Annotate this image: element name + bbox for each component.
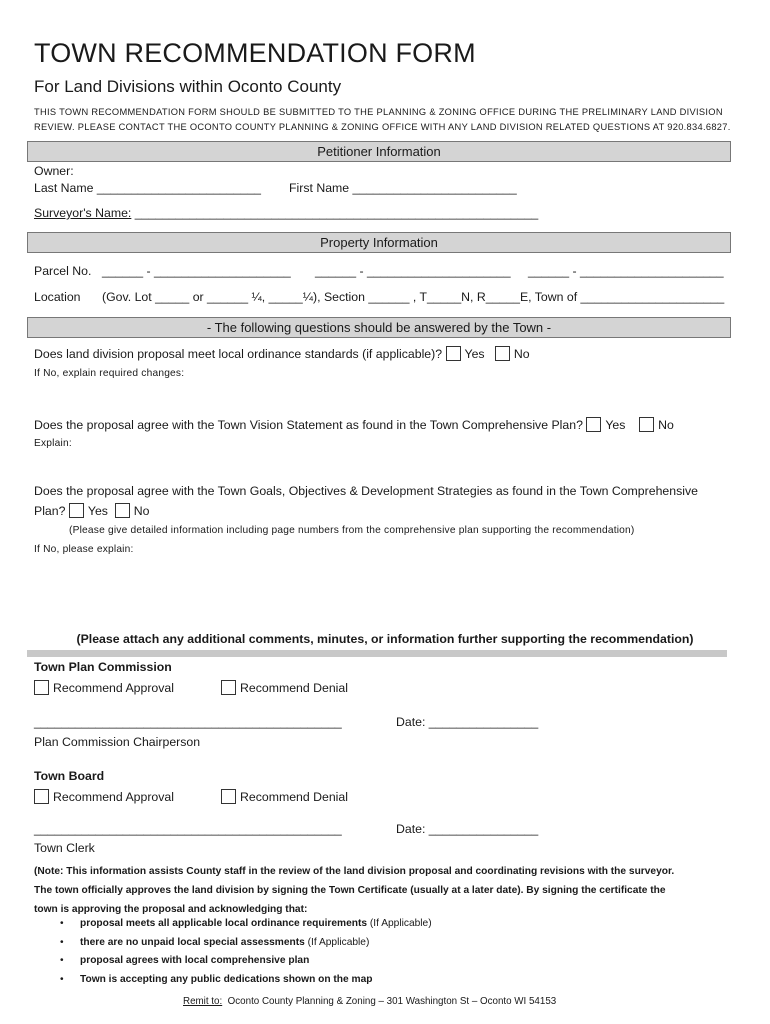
q3-yes-label: Yes <box>87 504 108 518</box>
petitioner-section-header: Petitioner Information <box>27 141 731 162</box>
surveyor-name-field[interactable]: ___________________________________________________________ <box>131 206 539 220</box>
surveyor-label: Surveyor's Name: <box>34 206 132 220</box>
questions-section-header: - The following questions should be answered by the Town - <box>27 317 731 338</box>
note-line-3: town is approving the proposal and acknowledging that: <box>34 904 308 915</box>
parcel-field-3[interactable]: ______ - _____________________ <box>528 264 724 278</box>
tb-approve-checkbox[interactable] <box>34 789 49 804</box>
note-line-2: The town officially approves the land division by signing the Town Certificate (usually at a later date). By signing the certificate the <box>34 885 666 896</box>
note-line-1: (Note: This information assists County staff in the review of the land division proposal and coordinating revisions with the surveyor. <box>34 866 675 877</box>
list-item: • proposal agrees with local comprehensive plan <box>60 952 432 971</box>
question-3-line-2 <box>34 503 150 518</box>
tb-approve-label: Recommend Approval <box>53 790 174 804</box>
last-name-field[interactable]: Last Name ________________________ <box>34 181 262 195</box>
intro-line-1: THIS TOWN RECOMMENDATION FORM SHOULD BE SUBMITTED TO THE PLANNING & ZONING OFFICE DURING THE PRELIMINARY LAND DIVISION <box>34 107 723 117</box>
q1-no-label: No <box>513 347 530 361</box>
q3-no-checkbox[interactable] <box>115 503 130 518</box>
section-divider <box>27 650 727 657</box>
q1-yes-label: Yes <box>464 347 485 361</box>
question-3-instruction: (Please give detailed information including page numbers from the comprehensive plan supporting the recommendation) <box>69 525 635 536</box>
location-label: Location <box>34 290 81 304</box>
town-board-heading: Town Board <box>34 769 105 783</box>
pc-deny-checkbox[interactable] <box>221 680 236 695</box>
q3-no-label: No <box>133 504 150 518</box>
question-1-text: Does land division proposal meet local ordinance standards (if applicable)? <box>34 347 443 361</box>
intro-line-2: REVIEW. PLEASE CONTACT THE OCONTO COUNTY PLANNING & ZONING OFFICE WITH ANY LAND DIVISION RELATED QUESTIONS AT 920.834.6827. <box>34 122 731 132</box>
pc-approve-checkbox[interactable] <box>34 680 49 695</box>
q1-no-checkbox[interactable] <box>495 346 510 361</box>
remit-label: Remit to: <box>183 996 223 1007</box>
list-item: • there are no unpaid local special assessments (If Applicable) <box>60 934 432 953</box>
pc-approve-label: Recommend Approval <box>53 681 174 695</box>
parcel-field-1[interactable]: ______ - ____________________ <box>102 264 291 278</box>
question-2 <box>34 417 674 432</box>
q2-yes-checkbox[interactable] <box>586 417 601 432</box>
pc-deny-label: Recommend Denial <box>240 681 348 695</box>
q2-yes-label: Yes <box>605 418 626 432</box>
question-3-plan-label: Plan? <box>34 504 66 518</box>
pc-signer-label: Plan Commission Chairperson <box>34 735 201 749</box>
pc-signature-line[interactable]: _____________________________________________ <box>34 715 342 729</box>
q3-yes-checkbox[interactable] <box>69 503 84 518</box>
tb-deny-label: Recommend Denial <box>240 790 348 804</box>
question-1-note: If No, explain required changes: <box>34 368 185 379</box>
tb-deny-checkbox[interactable] <box>221 789 236 804</box>
question-3-line-1: Does the proposal agree with the Town Goals, Objectives & Development Strategies as found in the Town Comprehensive <box>34 484 698 498</box>
tb-approve-option[interactable] <box>34 789 174 804</box>
form-subtitle: For Land Divisions within Oconto County <box>34 77 342 96</box>
list-item: • Town is accepting any public dedications shown on the map <box>60 971 432 990</box>
list-item: • proposal meets all applicable local ordinance requirements (If Applicable) <box>60 915 432 934</box>
parcel-label: Parcel No. <box>34 264 92 278</box>
note-paragraph <box>34 862 734 919</box>
question-3-note: If No, please explain: <box>34 544 134 555</box>
tb-signer-label: Town Clerk <box>34 841 95 855</box>
property-section-header: Property Information <box>27 232 731 253</box>
form-title: TOWN RECOMMENDATION FORM <box>34 38 476 68</box>
question-1 <box>34 346 530 361</box>
question-2-note: Explain: <box>34 438 72 449</box>
first-name-field[interactable]: First Name ________________________ <box>289 181 517 195</box>
tb-signature-line[interactable]: _____________________________________________ <box>34 822 342 836</box>
plan-commission-heading: Town Plan Commission <box>34 660 172 674</box>
tb-date-field[interactable]: Date: ________________ <box>396 822 539 836</box>
intro-text <box>34 105 734 135</box>
surveyor-row <box>34 206 538 220</box>
tb-deny-option[interactable] <box>221 789 348 804</box>
pc-approve-option[interactable] <box>34 680 174 695</box>
q2-no-checkbox[interactable] <box>639 417 654 432</box>
owner-label: Owner: <box>34 164 74 178</box>
remit-line <box>183 996 556 1007</box>
parcel-field-2[interactable]: ______ - _____________________ <box>315 264 511 278</box>
pc-deny-option[interactable] <box>221 680 348 695</box>
pc-date-field[interactable]: Date: ________________ <box>396 715 539 729</box>
acknowledgement-list <box>60 915 432 990</box>
question-2-text: Does the proposal agree with the Town Vision Statement as found in the Town Comprehensive Plan? <box>34 418 583 432</box>
q1-yes-checkbox[interactable] <box>446 346 461 361</box>
attach-note: (Please attach any additional comments, minutes, or information further supporting the recommendation) <box>76 632 694 646</box>
remit-address: Oconto County Planning & Zoning – 301 Washington St – Oconto WI 54153 <box>222 996 557 1007</box>
q2-no-label: No <box>658 418 674 432</box>
location-field[interactable]: (Gov. Lot _____ or ______ ¼, _____¼), Section ______ , T_____N, R_____E, Town of _____________________ <box>102 290 725 304</box>
